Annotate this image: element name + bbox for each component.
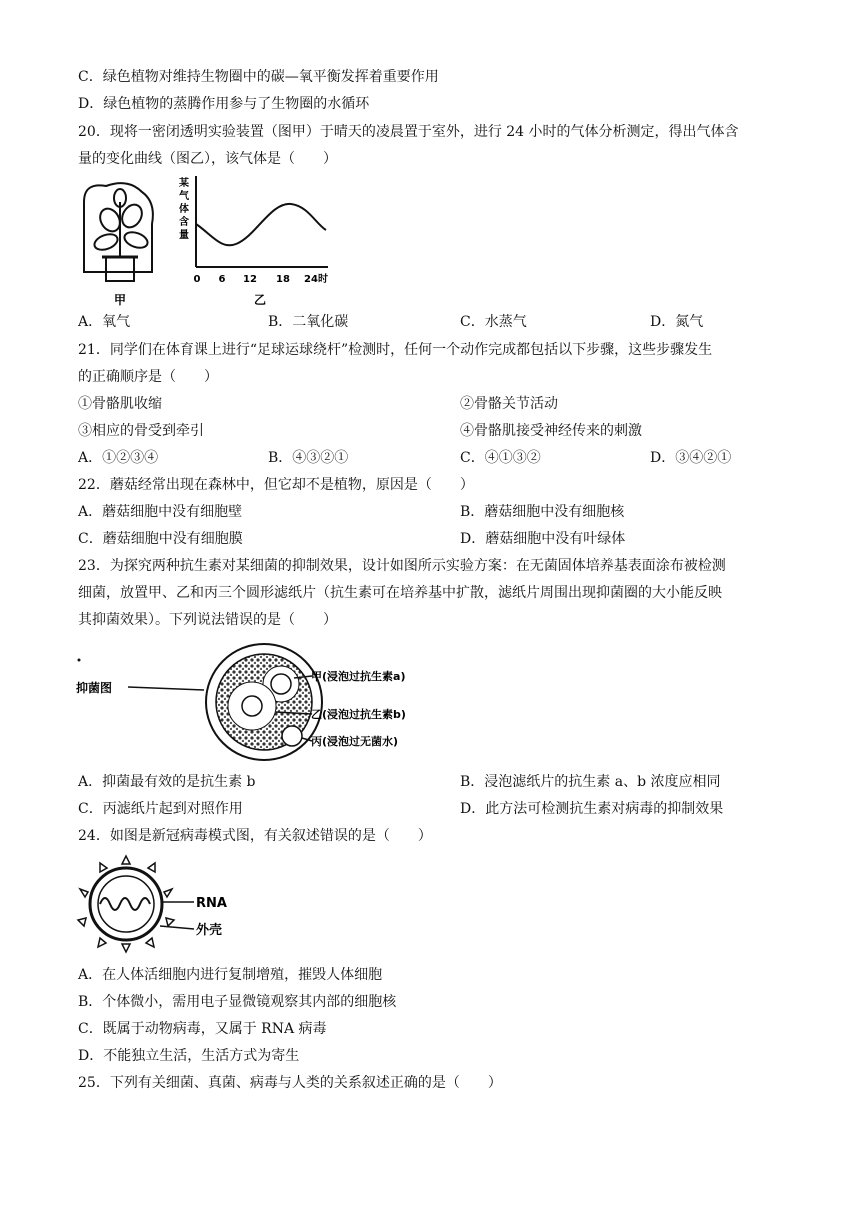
- q24-option-c: C．既属于动物病毒，又属于 RNA 病毒: [78, 1021, 327, 1037]
- q23-stem-line3: 其抑菌效果）。下列说法错误的是（ ）: [78, 612, 337, 628]
- xtick-0: 0: [193, 274, 201, 285]
- q24-virus-figure: [76, 852, 246, 956]
- q20-option-c: C．水蒸气: [460, 314, 527, 330]
- q22-option-a: A．蘑菇细胞中没有细胞壁: [78, 504, 243, 520]
- q19-option-c: C．绿色植物对维持生物圈中的碳—氧平衡发挥着重要作用: [78, 69, 439, 85]
- sealed-plant-apparatus-icon: [84, 183, 153, 281]
- q21-step-4: ④骨骼肌接受神经传来的刺激: [460, 423, 642, 439]
- xtick-6: 6: [218, 274, 226, 285]
- q25-stem: 25．下列有关细菌、真菌、病毒与人类的关系叙述正确的是（ ）: [78, 1075, 502, 1091]
- q21-stem-line2: 的正确顺序是（ ）: [78, 369, 218, 385]
- q23-option-c: C．丙滤纸片起到对照作用: [78, 801, 243, 817]
- q23-option-d: D．此方法可检测抗生素对病毒的抑制效果: [460, 801, 724, 817]
- q21-option-a: A．①②③④: [78, 450, 159, 466]
- filter-disc-jia: [271, 674, 291, 694]
- xtick-12: 12: [243, 274, 257, 285]
- filter-disc-yi: [242, 696, 262, 716]
- q23-figure: [76, 640, 406, 765]
- q19-option-d: D．绿色植物的蒸腾作用参与了生物圈的水循环: [78, 96, 370, 112]
- q21-stem-line1: 21．同学们在体育课上进行“足球运球绕杆”检测时，任何一个动作完成都包括以下步骤，这些步骤发生: [78, 342, 713, 358]
- ylabel-char-2: 气: [179, 191, 189, 202]
- fig-yi-label: 乙: [253, 293, 267, 307]
- fig-inhibition-label: 抑菌图: [76, 681, 113, 695]
- coronavirus-icon: [78, 856, 174, 952]
- fig-label-yi: 乙(浸泡过抗生素b): [311, 708, 406, 721]
- ylabel-char-3: 体: [179, 204, 189, 215]
- q22-option-c: C．蘑菇细胞中没有细胞膜: [78, 531, 243, 547]
- q24-stem: 24．如图是新冠病毒模式图，有关叙述错误的是（ ）: [78, 828, 432, 844]
- q24-option-d: D．不能独立生活，生活方式为寄生: [78, 1048, 300, 1064]
- ylabel-char-4: 含: [179, 217, 189, 228]
- gas-curve: [196, 204, 326, 245]
- filter-disc-bing: [282, 726, 302, 746]
- q20-stem-line2: 量的变化曲线（图乙），该气体是（ ）: [78, 151, 337, 167]
- xtick-24: 24时: [304, 274, 328, 285]
- ylabel-char-1: 某: [179, 178, 189, 189]
- q20-option-b: B．二氧化碳: [268, 314, 349, 330]
- q23-option-a: A．抑菌最有效的是抗生素 b: [78, 774, 256, 790]
- q21-step-2: ②骨骼关节活动: [460, 396, 558, 412]
- fig-rna-label: RNA: [196, 896, 227, 911]
- q21-option-b: B．④③②①: [268, 450, 349, 466]
- q23-option-b: B．浸泡滤纸片的抗生素 a、b 浓度应相同: [460, 774, 721, 790]
- q22-stem: 22．蘑菇经常出现在森林中，但它却不是植物，原因是（ ）: [78, 477, 474, 493]
- q22-option-b: B．蘑菇细胞中没有细胞核: [460, 504, 625, 520]
- fig-label-jia: 甲(浸泡过抗生素a): [311, 670, 406, 683]
- q22-option-d: D．蘑菇细胞中没有叶绿体: [460, 531, 626, 547]
- q20-option-d: D．氮气: [650, 314, 704, 330]
- fig-shell-label: 外壳: [196, 923, 223, 938]
- q23-stem-line1: 23．为探究两种抗生素对某细菌的抑制效果，设计如图所示实验方案：在无菌固体培养基表面涂布被检测: [78, 558, 726, 574]
- q21-step-1: ①骨骼肌收缩: [78, 396, 162, 412]
- q20-figure: [76, 172, 336, 312]
- q24-option-a: A．在人体活细胞内进行复制增殖，摧毁人体细胞: [78, 967, 383, 983]
- q23-stem-line2: 细菌，放置甲、乙和丙三个圆形滤纸片（抗生素可在培养基中扩散，滤纸片周围出现抑菌圈的大小能反映: [78, 585, 722, 601]
- q21-step-3: ③相应的骨受到牵引: [78, 423, 204, 439]
- fig-jia-label: 甲: [113, 293, 127, 307]
- q20-option-a: A．氧气: [78, 314, 131, 330]
- q21-option-d: D．③④②①: [650, 450, 732, 466]
- ylabel-char-5: 量: [179, 230, 189, 241]
- q24-option-b: B．个体微小，需用电子显微镜观察其内部的细胞核: [78, 994, 397, 1010]
- fig-label-bing: 丙(浸泡过无菌水): [311, 735, 399, 748]
- gas-content-chart: [178, 176, 328, 307]
- xtick-18: 18: [276, 274, 290, 285]
- q21-option-c: C．④①③②: [460, 450, 541, 466]
- q20-stem-line1: 20．现将一密闭透明实验装置（图甲）于晴天的凌晨置于室外，进行 24 小时的气体分析测定，得出气体含: [78, 124, 739, 140]
